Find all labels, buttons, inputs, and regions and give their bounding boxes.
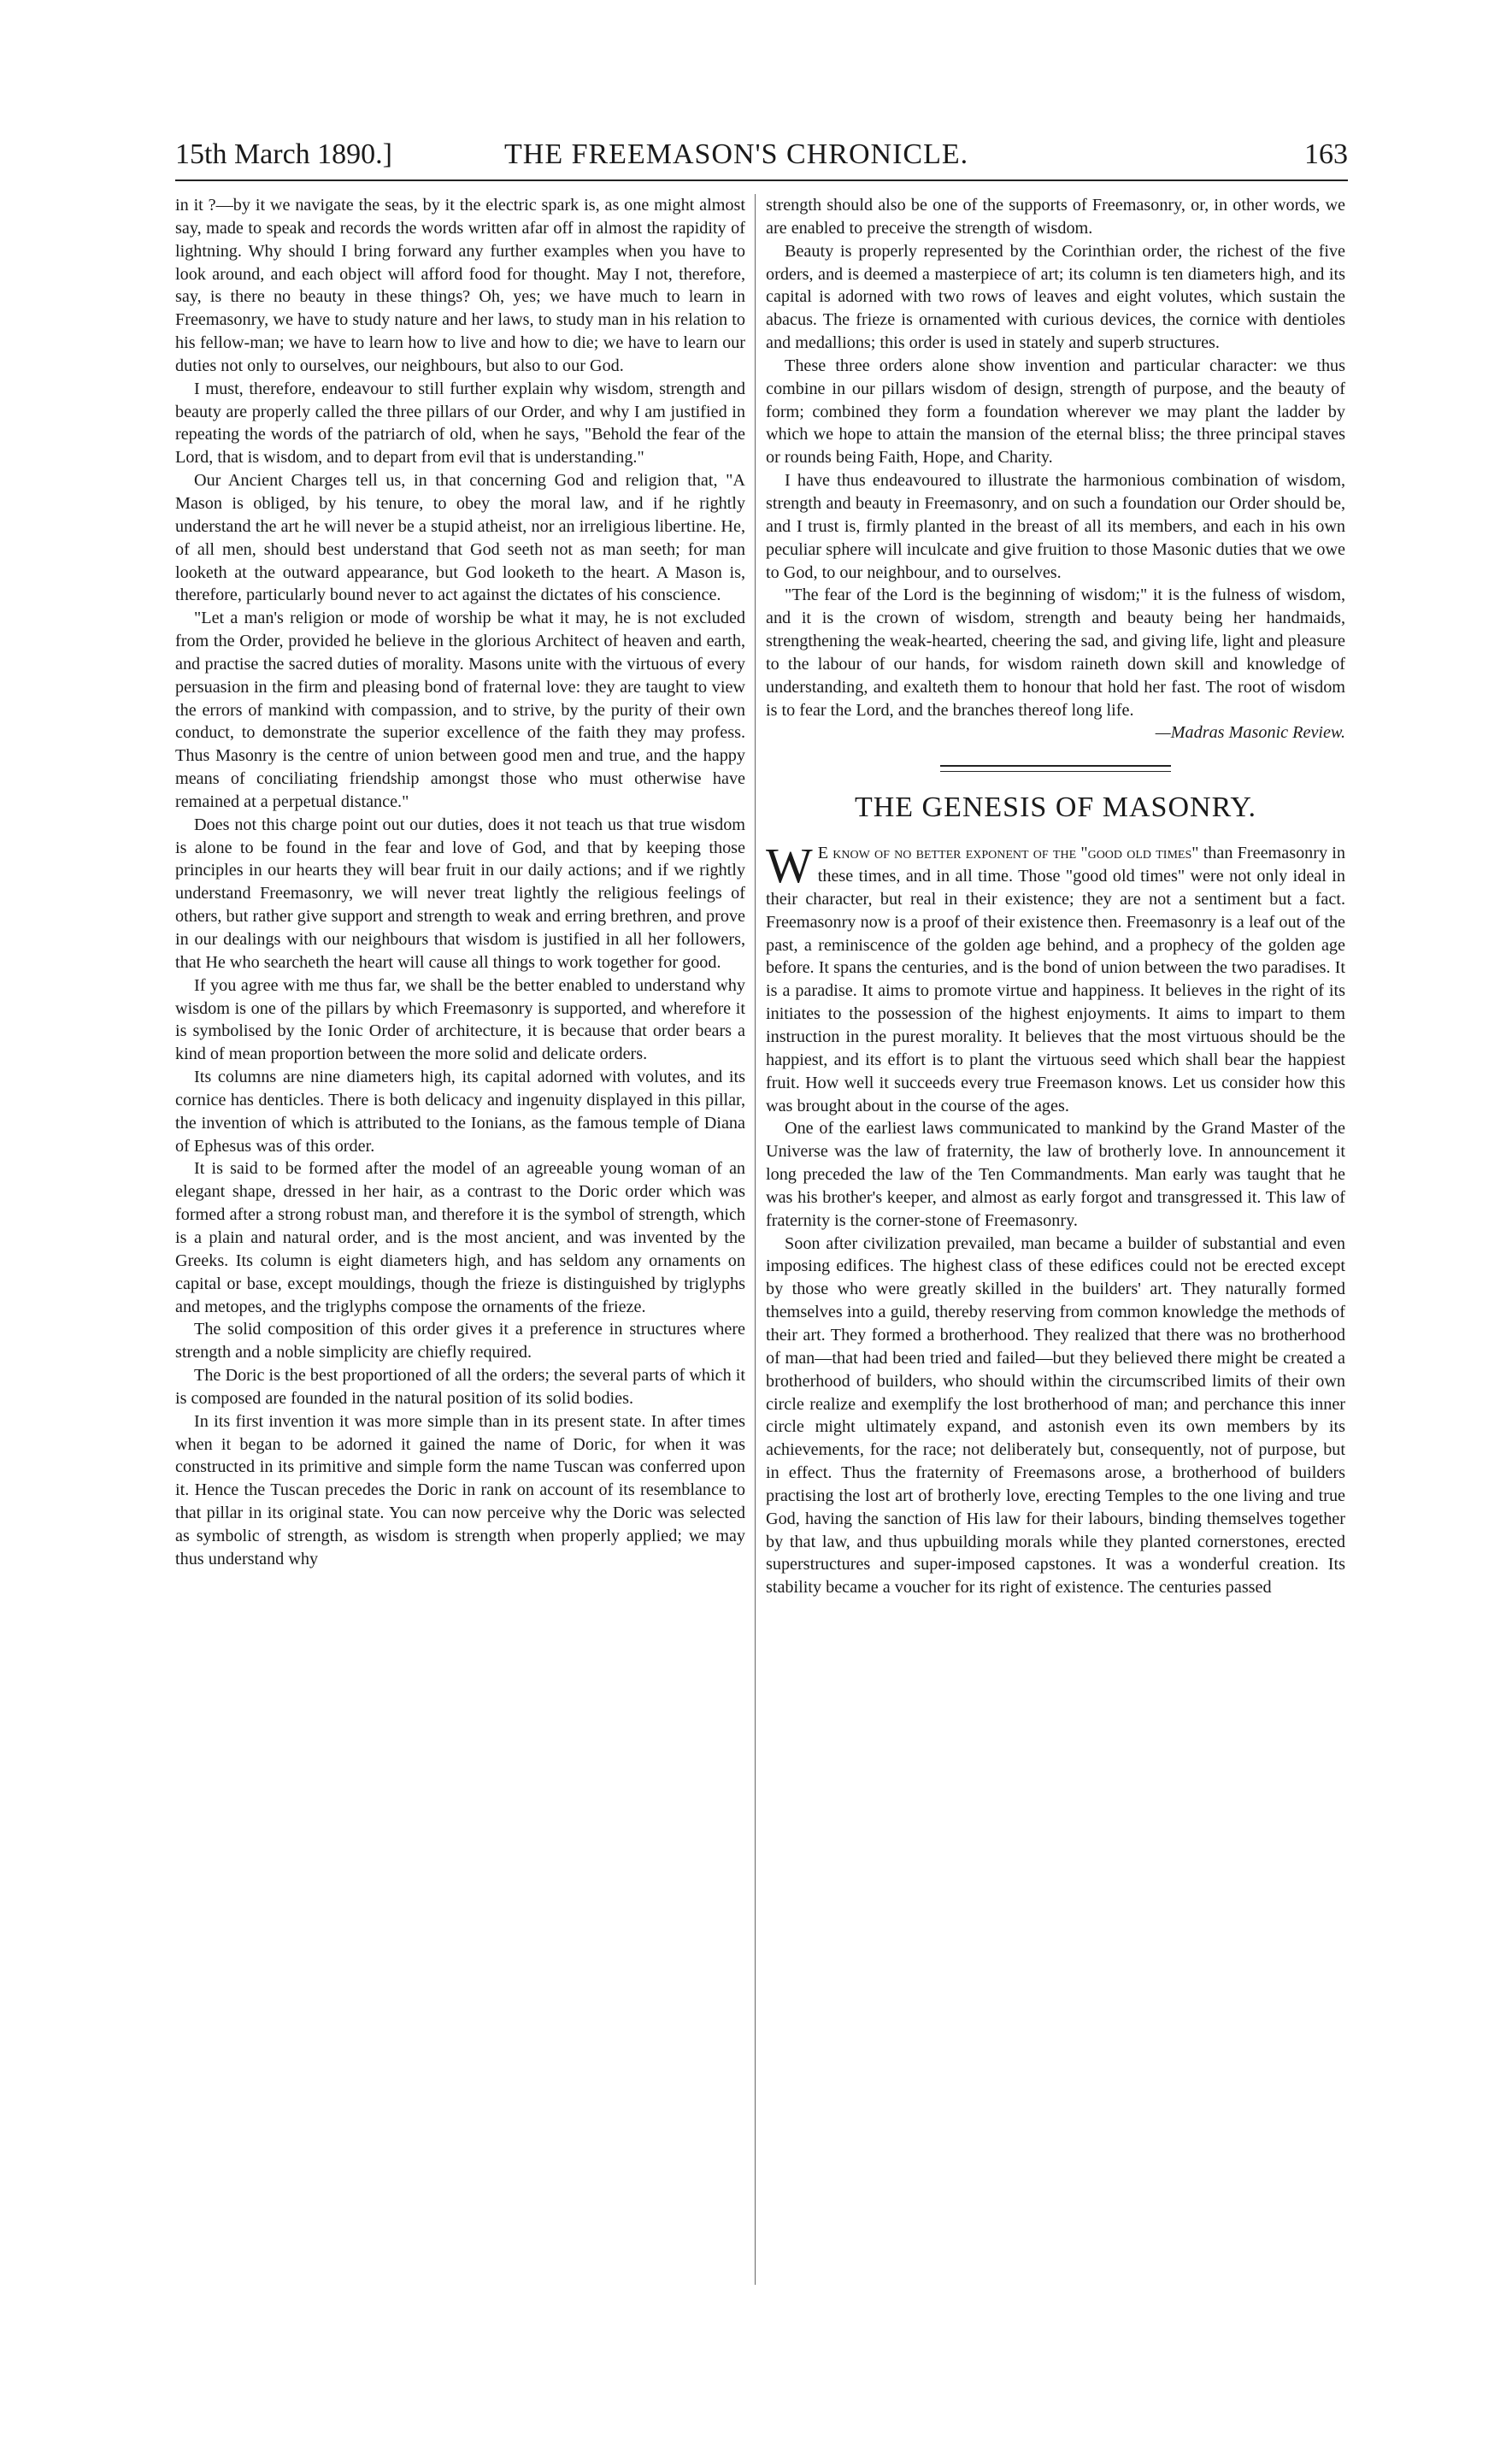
right-paragraph: These three orders alone show invention and particular character: we thus combine in our pillars wisdom of design, strength of purpose, and the beauty of form; combined they form a foundation wherever we may plant the ladder by which we hope to attain the mansion of the eternal bliss; the three principal staves or rounds being Faith, Hope, and Charity.	[766, 356, 1345, 468]
left-paragraph: Its columns are nine diameters high, its capital adorned with volutes, and its cornice has denticles. There is both delicacy and ingenuity displayed in this pillar, the invention of which is attributed to the Ionians, as the famous temple of Diana of Ephesus was of this order.	[175, 1068, 745, 1156]
left-paragraph: It is said to be formed after the model of an agreeable young woman of an elegant shape, dressed in her hair, as a contrast to the Doric order which was formed after a strong robust man, and therefore it is the symbol of strength, which is a plain and natural order, and is the most ancient, and was invented by the Greeks. Its column is eight diameters high, and has seldom any ornaments on capital or base, except mouldings, though the frieze is distinguished by triglyphs and metopes, and the triglyphs compose the ornaments of the frieze.	[175, 1159, 745, 1316]
right-column	[766, 194, 1345, 1599]
page-number: 163	[1304, 138, 1348, 170]
header-date: 15th March 1890.]	[175, 138, 393, 170]
article-paragraph: Soon after civilization prevailed, man became a builder of substantial and even imposing edifices. The highest class of these edifices could not be erected except by those who were greatly skilled in the builders' art. They naturally formed themselves into a guild, thereby reserving from common knowledge the methods of their art. They formed a brotherhood. They realized that there was no brotherhood of man—that had been tried and failed—but they believed there might be created a brotherhood of builders, who should within the circumscribed limits of their own circle realize and exemplify the lost brotherhood of man; and perchance this inner circle might ultimately expand, and astonish even its own members by its achievements, for the race; not deliberately but, consequently, not of purpose, but in effect. Thus the fraternity of Freemasons arose, a brotherhood of builders practising the lost art of brotherly love, erecting Temples to the one living and true God, having the sanction of His law for their labours, binding themselves together by that law, and thus upbuilding morals while they planted cornerstones, erected superstructures and super-imposed capstones. It was a wonderful creation. Its stability became a voucher for its right of existence. The centuries passed	[766, 1233, 1345, 1598]
right-paragraph: strength should also be one of the supports of Freemasonry, or, in other words, we are enabled to preceive the strength of wisdom.	[766, 196, 1345, 238]
right-paragraph: I have thus endeavoured to illustrate the harmonious combination of wisdom, strength and beauty in Freemasonry, and on such a foundation our Order should be, and I trust is, firmly planted in the breast of all its members, and each in his own peculiar sphere will inculcate and give fruition to those Masonic duties that we owe to God, to our neighbour, and to ourselves.	[766, 471, 1345, 582]
right-paragraph: Beauty is properly represented by the Corinthian order, the richest of the five orders, and is deemed a masterpiece of art; its column is ten diameters high, and its capital is adorned with two rows of leaves and eight volutes, which sustain the abacus. The frieze is ornamented with curious devices, the cornice with dentioles and medallions; this order is used in stately and superb structures.	[766, 241, 1345, 353]
left-paragraph: in it ?—by it we navigate the seas, by it the electric spark is, as one might almost say, made to speak and records the words written afar off in almost the rapidity of lightning. Why should I bring forward any further examples when you have to look around, and each object will afford food for thought. May I not, therefore, say, is there no beauty in these things? Oh, yes; we have much to learn in Freemasonry, we have to study nature and her laws, to study man in his relation to his fellow-man; we have to learn how to live and how to die; we have to learn our duties not only to ourselves, our neighbours, but also to our God.	[175, 196, 745, 375]
left-paragraph: Our Ancient Charges tell us, in that concerning God and religion that, "A Mason is obliged, by his tenure, to obey the moral law, and if he rightly understand the art he will never be a stupid atheist, nor an irreligious libertine. He, of all men, should best understand that God seeth not as man seeth; for man looketh at the outward appearance, but God looketh to the heart. A Mason is, therefore, particularly bound never to act against the dictates of his conscience.	[175, 471, 745, 605]
article-paragraph: One of the earliest laws communicated to mankind by the Grand Master of the Universe was the law of fraternity, the law of brotherly love. In announcement it long preceded the law of the Ten Commandments. Man early was taught that he was his brother's keeper, and almost as early forgot and transgressed it. This law of fraternity is the corner-stone of Freemasonry.	[766, 1119, 1345, 1230]
left-paragraph: The solid composition of this order gives it a preference in structures where strength and a noble simplicity are chiefly required.	[175, 1320, 745, 1362]
left-column	[175, 194, 745, 1571]
page-header	[175, 138, 1348, 176]
left-paragraph: Does not this charge point out our duties, does it not teach us that true wisdom is alone to be found in the fear and love of God, and that by keeping those principles in our hearts they will bear fruit in our daily actions; and if we rightly understand Freemasonry, we will never treat lightly the religious feelings of others, but rather give support and strength to weak and erring brethren, and prove in our dealings with our neighbours that wisdom is justified in all her followers, that He who searcheth the heart will cause all things to work together for good.	[175, 815, 745, 972]
column-divider	[755, 194, 756, 2285]
article-first-paragraph	[766, 838, 1345, 1117]
source-attribution: —Madras Masonic Review.	[1155, 723, 1345, 743]
section-separator	[940, 765, 1171, 772]
left-paragraph: "Let a man's religion or mode of worship be what it may, he is not excluded from the Order, provided he believe in the glorious Architect of heaven and earth, and practise the sacred duties of morality. Masons unite with the virtuous of every persuasion in the firm and pleasing bond of fraternal love: they are taught to view the errors of mankind with compassion, and to strive, by the purity of their own conduct, to demonstrate the superior excellence of the faith they may profess. Thus Masonry is the centre of union between good men and true, and the happy means of conciliating friendship amongst those who must otherwise have remained at a perpetual distance."	[175, 609, 745, 811]
header-title: THE FREEMASON'S CHRONICLE.	[504, 138, 969, 170]
separator-rule	[940, 765, 1171, 767]
article-opening-words: E know of no better exponent of the "good old times"	[817, 844, 1199, 863]
left-paragraph: In its first invention it was more simple than in its present state. In after times when it began to be adorned it gained the name of Doric, for when it was constructed in its primitive and simple form the name Tuscan was conferred upon it. Hence the Tuscan precedes the Doric in rank on account of its resemblance to that pillar in its original state. You can now perceive why the Doric was selected as symbolic of strength, as wisdom is strength when properly applied; we may thus understand why	[175, 1411, 745, 1568]
drop-cap: W	[766, 838, 813, 894]
left-paragraph: If you agree with me thus far, we shall be the better enabled to understand why wisdom is one of the pillars by which Freemasonry is supported, and wherefore it is symbolised by the Ionic Order of architecture, it is because that order bears a kind of mean proportion between the more solid and delicate orders.	[175, 975, 745, 1064]
left-paragraph: The Doric is the best proportioned of all the orders; the several parts of which it is composed are founded in the natural position of its solid bodies.	[175, 1366, 745, 1408]
article-first-paragraph-text: than Freemasonry in these times, and in all time. Those "good old times" were not only ideal in their character, but real in their existence; they are not a sentiment but a fact. Freemasonry now is a proof of their existence then. Freemasonry is a leaf out of the past, a reminiscence of the golden age behind, and a prophecy of the golden age before. It spans the centuries, and is the bond of union between the two paradises. It is a paradise. It aims to promote virtue and happiness. It believes in the right of its initiates to the possession of the highest enjoyments. It aims to impart to them instruction in the purest morality. It believes that the most virtuous should be the happiest, and its effort is to plant the virtuous seed which shall bear the happiest fruit. How well it succeeds every true Freemason knows. Let us consider how this was brought about in the course of the ages.	[766, 844, 1345, 1115]
separator-rule	[940, 771, 1171, 772]
right-paragraph: "The fear of the Lord is the beginning of wisdom;" it is the fulness of wisdom, and it is the crown of wisdom, strength and beauty being her handmaids, strengthening the weak-hearted, cheering the sad, and giving life, light and pleasure to the labour of our hands, for wisdom raineth down skill and knowledge of understanding, and exalteth them to honour that hold her fast. The root of wisdom is to fear the Lord, and the branches thereof long life.	[766, 586, 1345, 720]
article-title: THE GENESIS OF MASONRY.	[854, 792, 1257, 824]
left-paragraph: I must, therefore, endeavour to still further explain why wisdom, strength and beauty are properly called the three pillars of our Order, and why I am justified in repeating the words of the patriarch of old, when he says, "Behold the fear of the Lord, that is wisdom, and to depart from evil that is understanding."	[175, 379, 745, 468]
header-rule	[175, 179, 1348, 181]
